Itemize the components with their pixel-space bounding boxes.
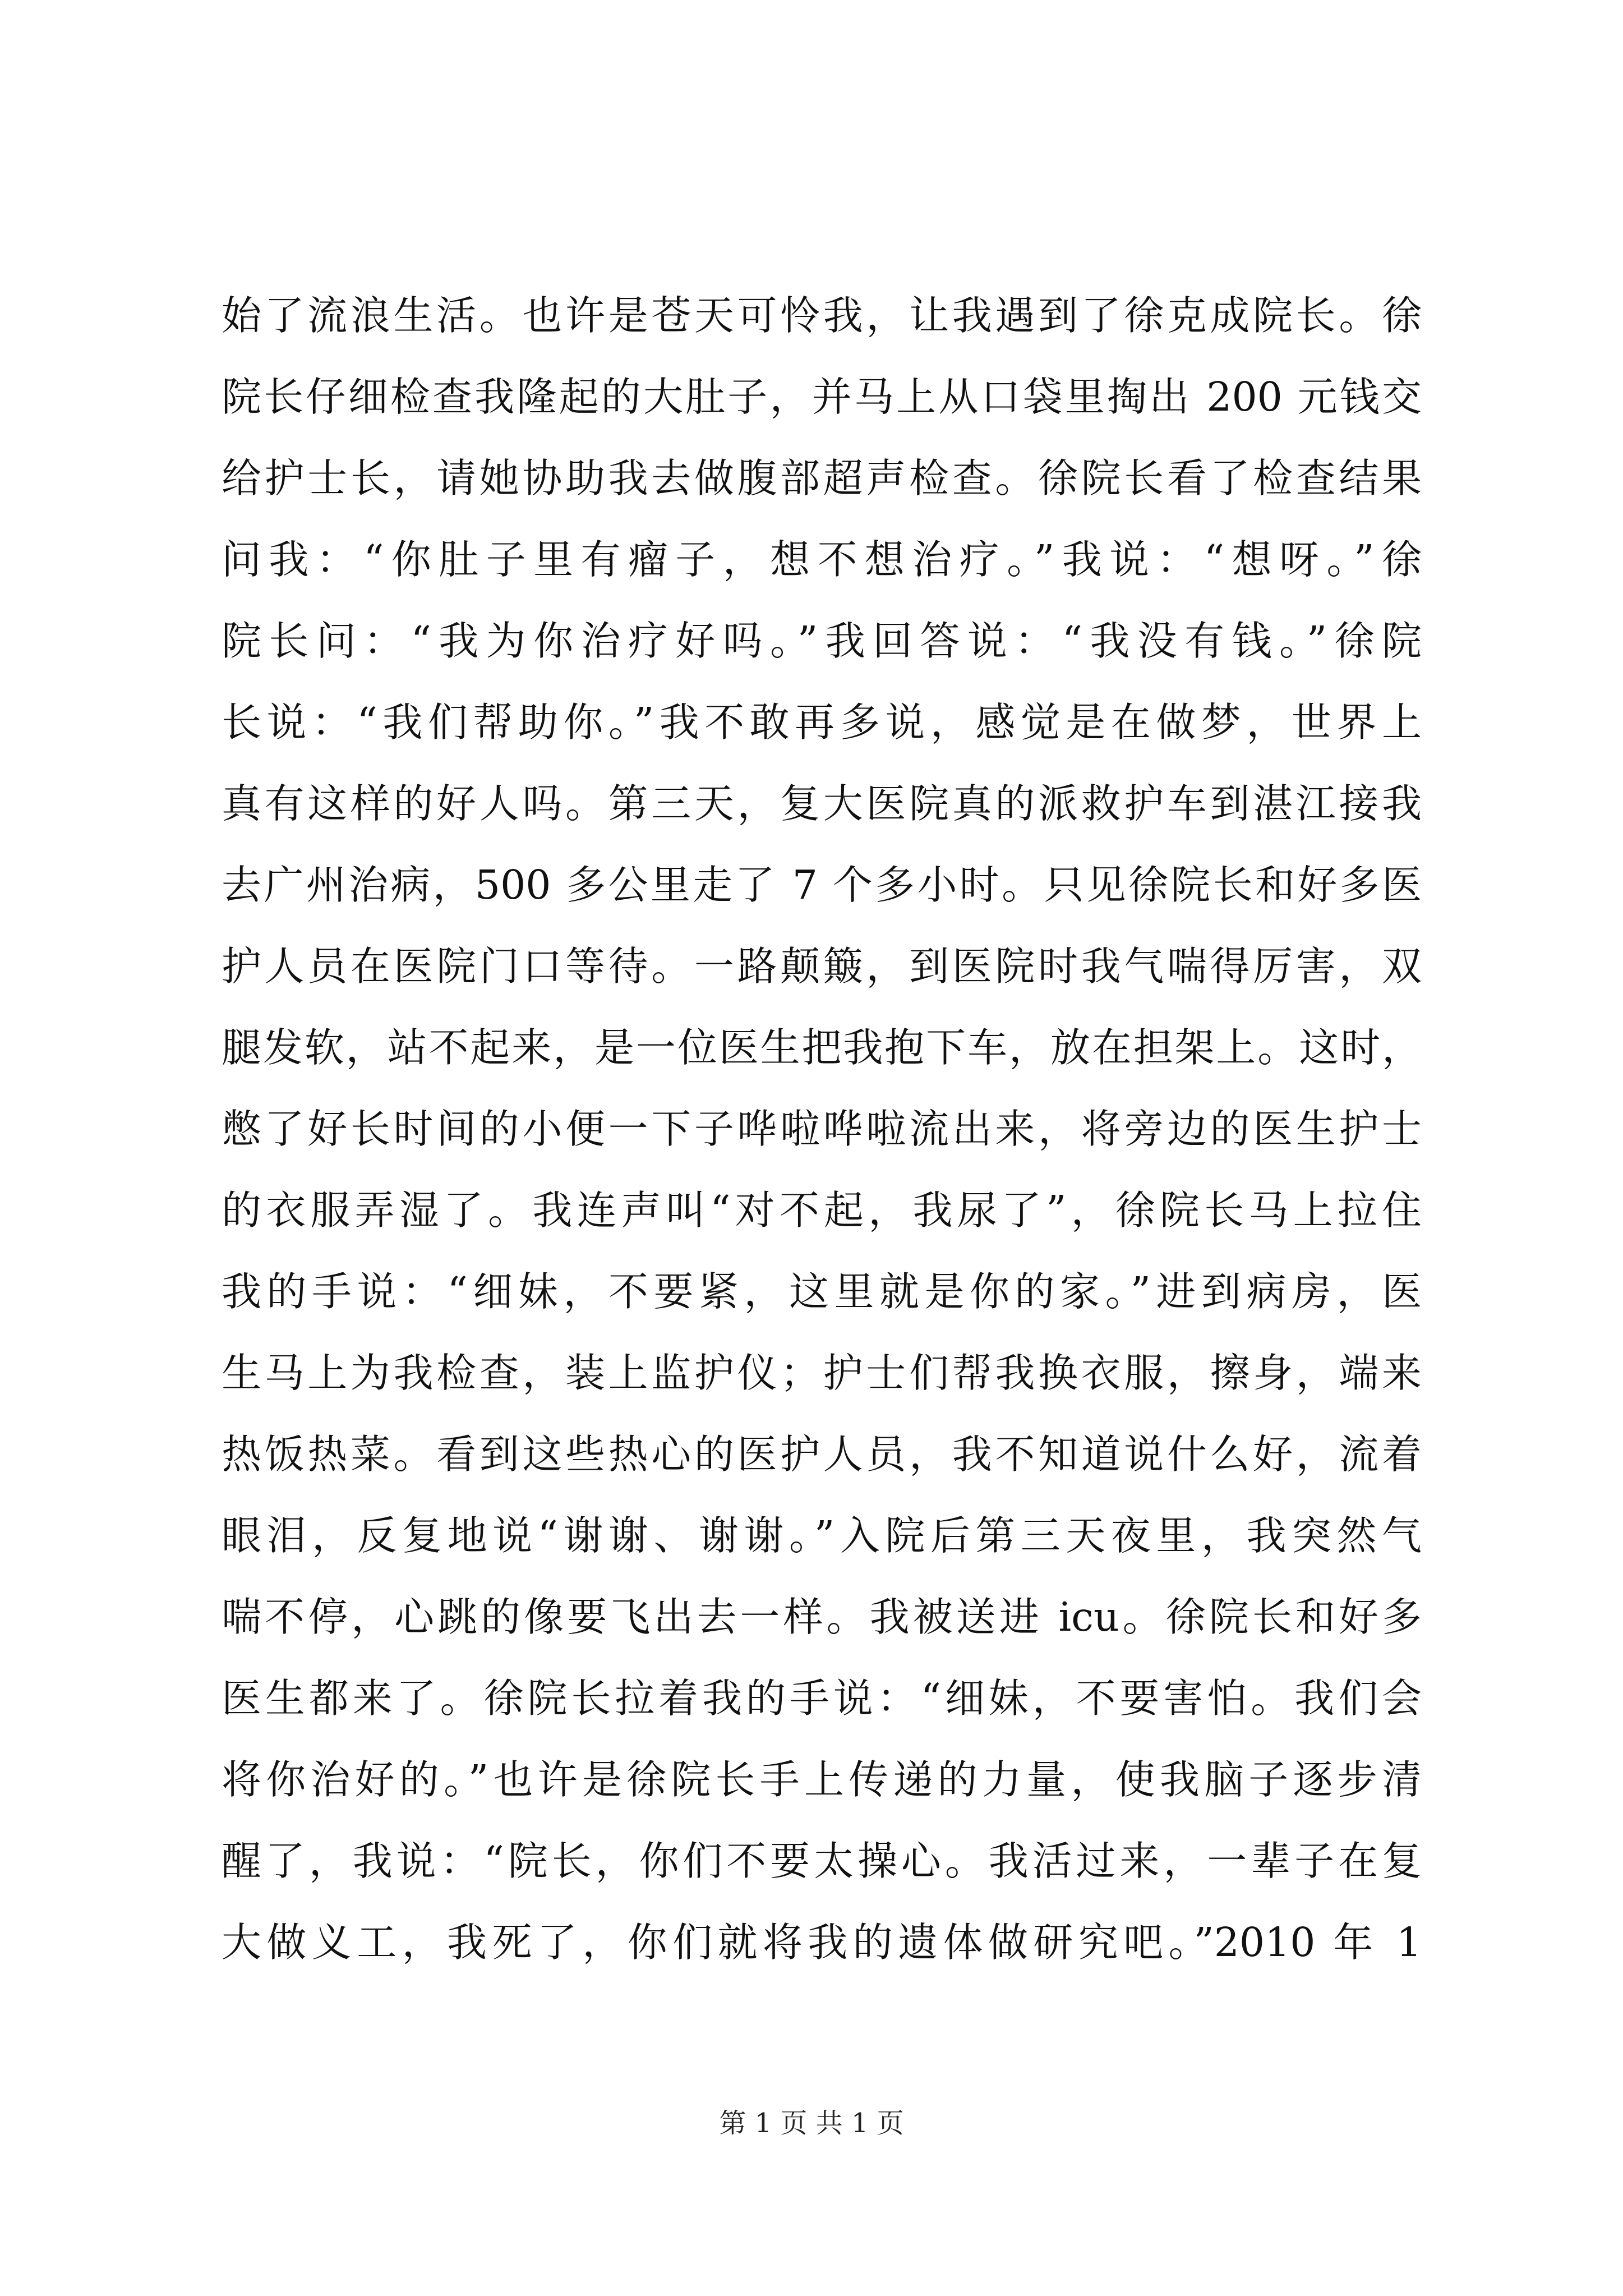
text-line: 热饭热菜。看到这些热心的医护人员，我不知道说什么好，流着 (222, 1431, 1422, 1478)
text-line: 始了流浪生活。也许是苍天可怜我，让我遇到了徐克成院长。徐 (222, 292, 1422, 339)
text-line: 护人员在医院门口等待。一路颠簸，到医院时我气喘得厉害，双 (222, 943, 1422, 990)
text-line: 的衣服弄湿了。我连声叫“对不起，我尿了”，徐院长马上拉住 (222, 1187, 1422, 1234)
text-line: 我的手说：“细妹，不要紧，这里就是你的家。”进到病房，医 (222, 1268, 1422, 1315)
text-line: 院长仔细检查我隆起的大肚子，并马上从口袋里掏出 200 元钱交 (222, 374, 1422, 420)
text-line: 生马上为我检查，装上监护仪；护士们帮我换衣服，擦身，端来 (222, 1350, 1422, 1396)
text-line: 腿发软，站不起来，是一位医生把我抱下车，放在担架上。这时， (222, 1024, 1422, 1071)
text-line: 大做义工，我死了，你们就将我的遗体做研究吧。”2010 年 1 (222, 1919, 1422, 1966)
text-line: 问我：“你肚子里有瘤子，想不想治疗。”我说：“想呀。”徐 (222, 536, 1422, 583)
text-line: 将你治好的。”也许是徐院长手上传递的力量，使我脑子逐步清 (222, 1756, 1422, 1803)
text-line: 医生都来了。徐院长拉着我的手说：“细妹，不要害怕。我们会 (222, 1675, 1422, 1722)
text-line: 去广州治病，500 多公里走了 7 个多小时。只见徐院长和好多医 (222, 862, 1422, 908)
text-line: 给护士长，请她协助我去做腹部超声检查。徐院长看了检查结果 (222, 455, 1422, 501)
text-line: 憋了好长时间的小便一下子哗啦哗啦流出来，将旁边的医生护士 (222, 1106, 1422, 1152)
body-text (222, 275, 1422, 1983)
text-line: 喘不停，心跳的像要飞出去一样。我被送进 icu。徐院长和好多 (222, 1594, 1422, 1640)
text-line: 院长问：“我为你治疗好吗。”我回答说：“我没有钱。”徐院 (222, 618, 1422, 664)
text-line: 醒了，我说：“院长，你们不要太操心。我活过来，一辈子在复 (222, 1838, 1422, 1884)
text-line: 眼泪，反复地说“谢谢、谢谢。”入院后第三天夜里，我突然气 (222, 1512, 1422, 1559)
page-footer: 第 1 页 共 1 页 (719, 2108, 904, 2139)
text-line: 真有这样的好人吗。第三天，复大医院真的派救护车到湛江接我 (222, 780, 1422, 827)
text-line: 长说：“我们帮助你。”我不敢再多说，感觉是在做梦，世界上 (222, 699, 1422, 746)
